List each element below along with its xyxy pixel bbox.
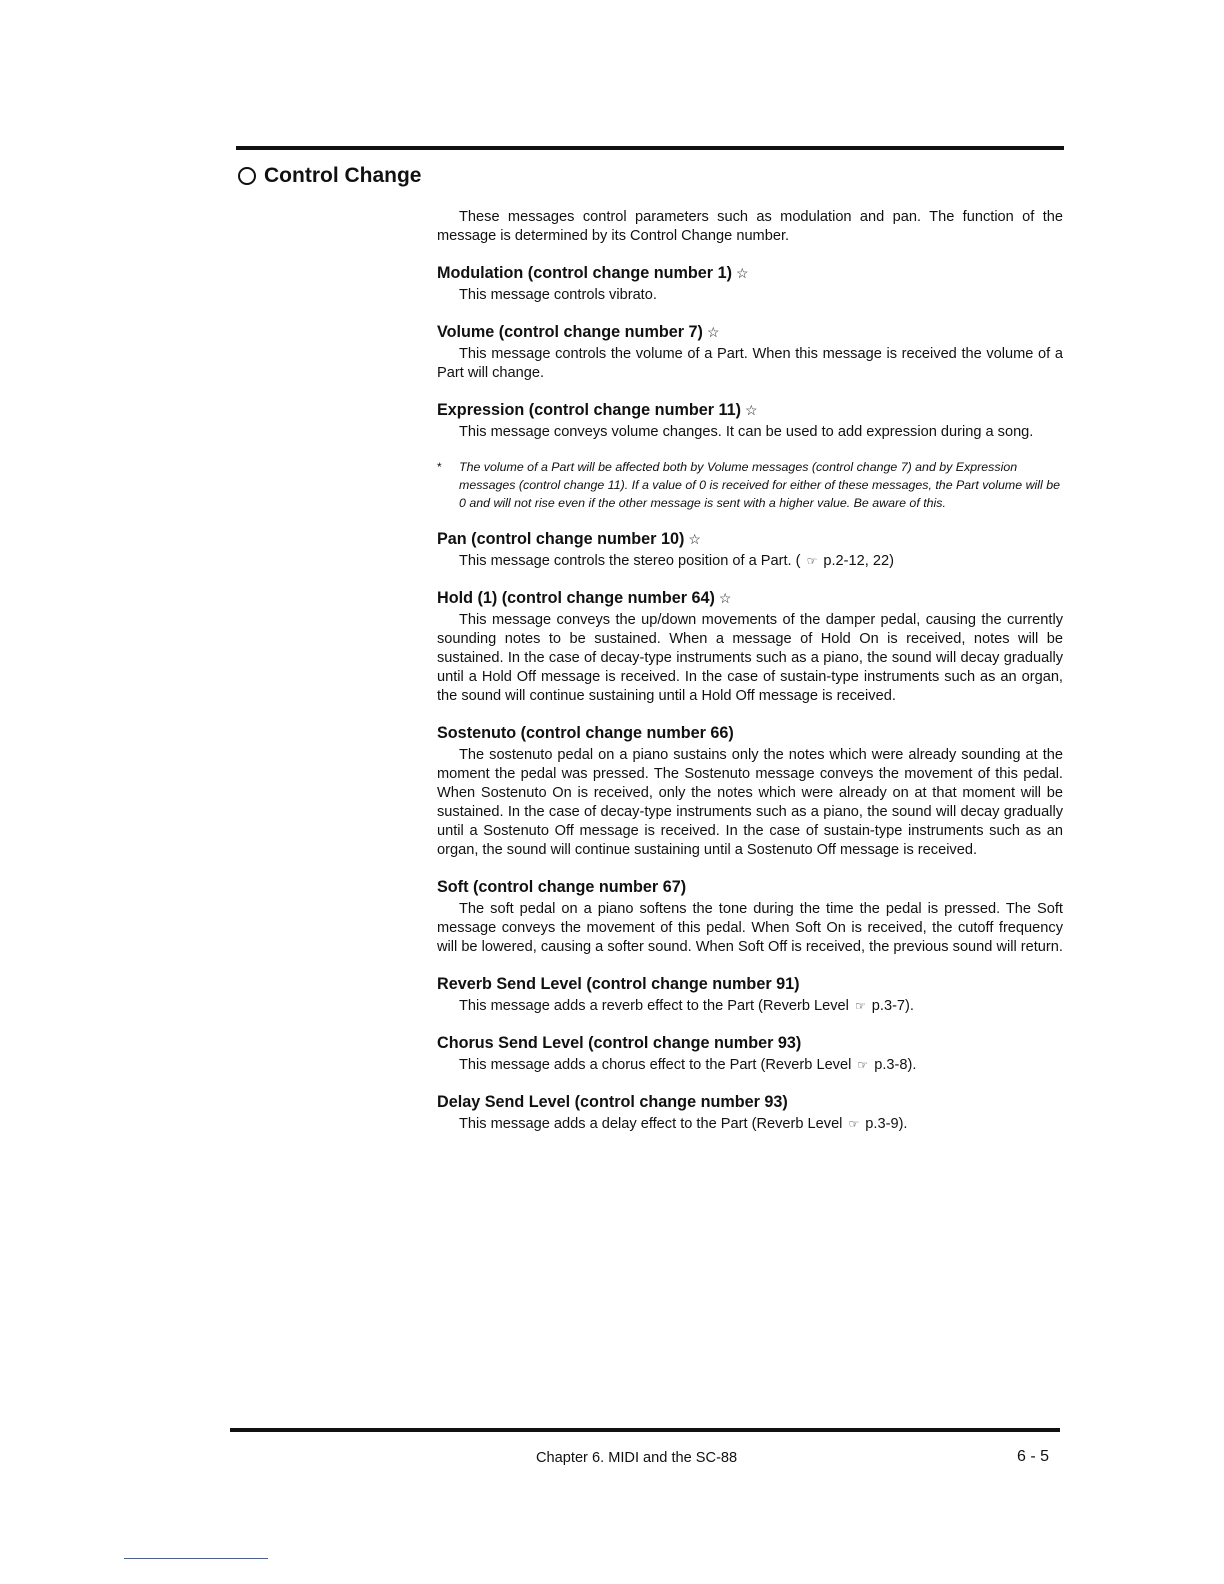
note-text: The volume of a Part will be affected both by Volume messages (control change 7) and by Expression messages (control change 11). If a value of 0 is received for either of these messages, the Part volume will be 0 and will not rise even if the other message is sent with a higher value. Be aware of this. xyxy=(459,460,1061,510)
block-heading: Volume (control change number 7) ☆ xyxy=(437,323,720,341)
block-pan xyxy=(437,529,1063,571)
block-text: This message controls the stereo position of a Part. ( ☞ p.2-12, 22) xyxy=(459,553,894,569)
block-delay-send xyxy=(437,1092,1063,1134)
block-modulation xyxy=(437,263,1063,305)
block-chorus-send xyxy=(437,1033,1063,1075)
star-icon: ☆ xyxy=(735,265,749,281)
block-text: This message adds a delay effect to the Part (Reverb Level ☞ p.3-9). xyxy=(459,1116,908,1132)
block-text: This message adds a chorus effect to the Part (Reverb Level ☞ p.3-8). xyxy=(459,1057,917,1073)
star-icon: ☆ xyxy=(706,324,720,340)
block-text: This message controls the volume of a Part. When this message is received the volume of a Part will change. xyxy=(437,346,1063,381)
main-content xyxy=(437,208,1063,1134)
pointing-hand-icon: ☞ xyxy=(806,554,818,568)
block-heading: Delay Send Level (control change number 93) xyxy=(437,1093,788,1111)
block-hold xyxy=(437,588,1063,706)
block-heading: Modulation (control change number 1) ☆ xyxy=(437,264,749,282)
block-heading: Hold (1) (control change number 64) ☆ xyxy=(437,589,732,607)
bottom-rule xyxy=(230,1428,1060,1432)
block-heading: Pan (control change number 10) ☆ xyxy=(437,530,701,548)
block-text: The sostenuto pedal on a piano sustains only the notes which were already sounding at the moment the pedal was pressed. The Sostenuto message conveys the movement of this pedal. When Sostenuto On is received, only the notes which were already on at that moment will be sustained. In the case of decay-type instruments such as a piano, the sound will decay gradually until a Sostenuto Off message is received. In the case of sustain-type instruments such as an organ, the sound will continue sustaining until a Sostenuto Off message is received. xyxy=(437,747,1063,858)
block-text: This message controls vibrato. xyxy=(459,287,657,303)
block-expression xyxy=(437,400,1063,442)
block-volume xyxy=(437,322,1063,383)
block-heading: Sostenuto (control change number 66) xyxy=(437,724,734,742)
block-reverb-send xyxy=(437,974,1063,1016)
pointing-hand-icon: ☞ xyxy=(854,999,866,1013)
page-number: 6 - 5 xyxy=(1017,1448,1050,1465)
block-heading: Chorus Send Level (control change number 93) xyxy=(437,1034,802,1052)
block-heading: Soft (control change number 67) xyxy=(437,878,687,896)
block-text: This message adds a reverb effect to the Part (Reverb Level ☞ p.3-7). xyxy=(459,998,914,1014)
hollow-circle-icon xyxy=(238,167,256,185)
block-sostenuto xyxy=(437,723,1063,860)
section-title-text: Control Change xyxy=(264,164,422,187)
star-icon: ☆ xyxy=(718,590,732,606)
footer-chapter: Chapter 6. MIDI and the SC-88 xyxy=(536,1450,738,1466)
pointing-hand-icon: ☞ xyxy=(848,1117,860,1131)
star-icon: ☆ xyxy=(745,402,758,418)
bottom-decorative-line xyxy=(124,1558,268,1559)
top-rule xyxy=(236,146,1064,150)
star-icon: ☆ xyxy=(688,531,701,547)
block-text: This message conveys volume changes. It can be used to add expression during a song. xyxy=(459,424,1034,440)
block-soft xyxy=(437,877,1063,957)
block-heading: Expression (control change number 11) ☆ xyxy=(437,401,758,419)
block-text: The soft pedal on a piano softens the tone during the time the pedal is pressed. The Soft message conveys the movement of this pedal. When Soft On is received, the cutoff frequency will be lowered, causing a softer sound. When Soft Off is received, the previous sound will return. xyxy=(437,901,1063,955)
block-text: This message conveys the up/down movements of the damper pedal, causing the currently sounding notes to be sustained. When a message of Hold On is received, notes will be sustained. In the case of decay-type instruments such as a piano, the sound will decay gradually until a Hold Off message is received. In the case of sustain-type instruments such as an organ, the sound will continue sustaining until a Hold Off message is received. xyxy=(437,612,1063,704)
intro-paragraph: These messages control parameters such as modulation and pan. The function of the message is determined by its Control Change number. xyxy=(437,209,1063,244)
section-title xyxy=(238,164,422,188)
note-asterisk: * xyxy=(437,460,442,474)
volume-note xyxy=(437,458,1063,512)
block-heading: Reverb Send Level (control change number 91) xyxy=(437,975,800,993)
pointing-hand-icon: ☞ xyxy=(857,1058,869,1072)
